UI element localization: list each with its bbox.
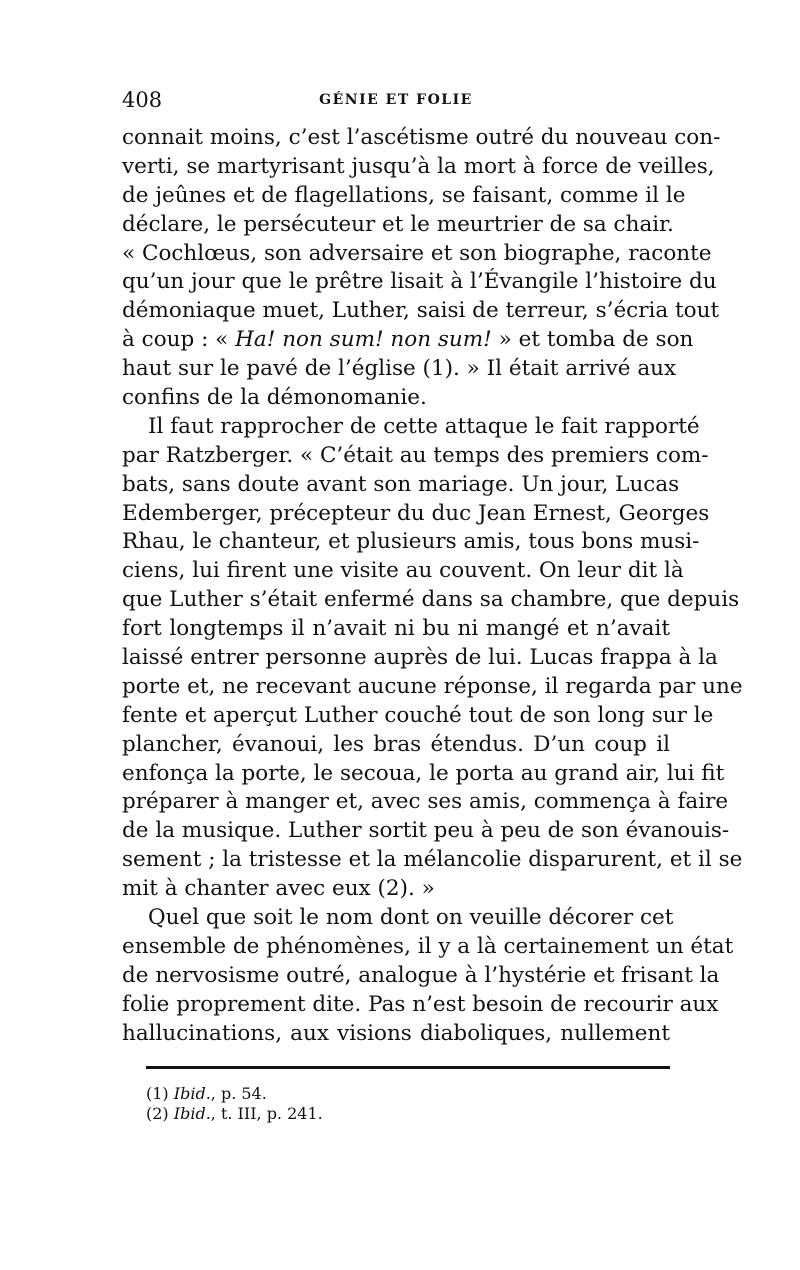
text-line: Il faut rapprocher de cette attaque le fait rapporté (148, 413, 700, 439)
footnote-ref: Ibid. (173, 1104, 211, 1123)
text-line: fente et aperçut Luther couché tout de son long sur le (122, 702, 714, 728)
footnote-text: , t. III, p. 241. (210, 1104, 323, 1123)
text-line: qu’un jour que le prêtre lisait à l’Évangile l’histoire du (122, 269, 717, 295)
footnote-text: , p. 54. (210, 1084, 267, 1103)
text-line: enfonça la porte, le secoua, le porta au grand air, lui fit (122, 760, 725, 786)
text-line: déclare, le persécuteur et le meurtrier de sa chair. (122, 211, 674, 237)
page-number: 408 (122, 88, 163, 112)
text-line: connait moins, c’est l’ascétisme outré du nouveau con- (122, 125, 721, 150)
text-line: hallucinations, aux visions diaboliques, nullement (122, 1020, 670, 1046)
text-line: de la musique. Luther sortit peu à peu de son évanouis- (122, 818, 730, 844)
text-line: « Cochlœus, son adversaire et son biographe, raconte (122, 240, 712, 266)
footnotes (146, 1084, 670, 1124)
text-line: mit à chanter avec eux (2). » (122, 876, 435, 902)
text-line: Edemberger, précepteur du duc Jean Ernest, Georges (122, 500, 710, 526)
text-line: plancher, évanoui, les bras étendus. D’un coup il (122, 731, 670, 757)
footnote-rule (146, 1066, 670, 1069)
text-line: de nervosisme outré, analogue à l’hystérie et frisant la (122, 962, 720, 988)
text-line: ensemble de phénomènes, il y a là certainement un état (122, 933, 734, 959)
text-line: confins de la démonomanie. (122, 385, 427, 411)
latin-quote: Ha! non sum! non sum! (235, 327, 492, 353)
text-segment: à coup : « (122, 327, 229, 353)
footnote-1 (146, 1084, 670, 1104)
text-line: sement ; la tristesse et la mélancolie disparurent, et il se (122, 847, 743, 873)
text-line: haut sur le pavé de l’église (1). » Il était arrivé aux (122, 356, 677, 382)
text-line: bats, sans doute avant son mariage. Un jour, Lucas (122, 471, 680, 497)
text-line: que Luther s’était enfermé dans sa chambre, que depuis (122, 587, 740, 613)
text-line: Rhau, le chanteur, et plusieurs amis, tous bons musi- (122, 529, 700, 555)
text-line: verti, se martyrisant jusqu’à la mort à force de veilles, (122, 153, 715, 179)
text-line (122, 326, 694, 355)
text-line: ciens, lui firent une visite au couvent. On leur dit là (122, 558, 684, 584)
text-line: par Ratzberger. « C’était au temps des premiers com- (122, 442, 709, 468)
running-head: GÉNIE ET FOLIE (319, 92, 473, 108)
body-text (122, 124, 743, 1049)
footnote-number: (2) (146, 1104, 169, 1123)
text-line: préparer à manger et, avec ses amis, commença à faire (122, 789, 729, 815)
footnote-ref: Ibid. (173, 1084, 211, 1103)
text-segment: » et tomba de son (498, 327, 694, 353)
text-line: de jeûnes et de flagellations, se faisant, comme il le (122, 182, 686, 208)
text-line: Quel que soit le nom dont on veuille décorer cet (148, 905, 674, 931)
text-line: fort longtemps il n’avait ni bu ni mangé et n’avait (122, 616, 670, 642)
text-line: démoniaque muet, Luther, saisi de terreur, s’écria tout (122, 298, 720, 324)
text-line: porte et, ne recevant aucune réponse, il regarda par une (122, 673, 743, 699)
footnote-number: (1) (146, 1084, 169, 1103)
text-line: laissé entrer personne auprès de lui. Lucas frappa à la (122, 645, 718, 671)
text-line: folie proprement dite. Pas n’est besoin de recourir aux (122, 991, 719, 1017)
footnote-2 (146, 1104, 670, 1124)
page-header (122, 88, 670, 118)
